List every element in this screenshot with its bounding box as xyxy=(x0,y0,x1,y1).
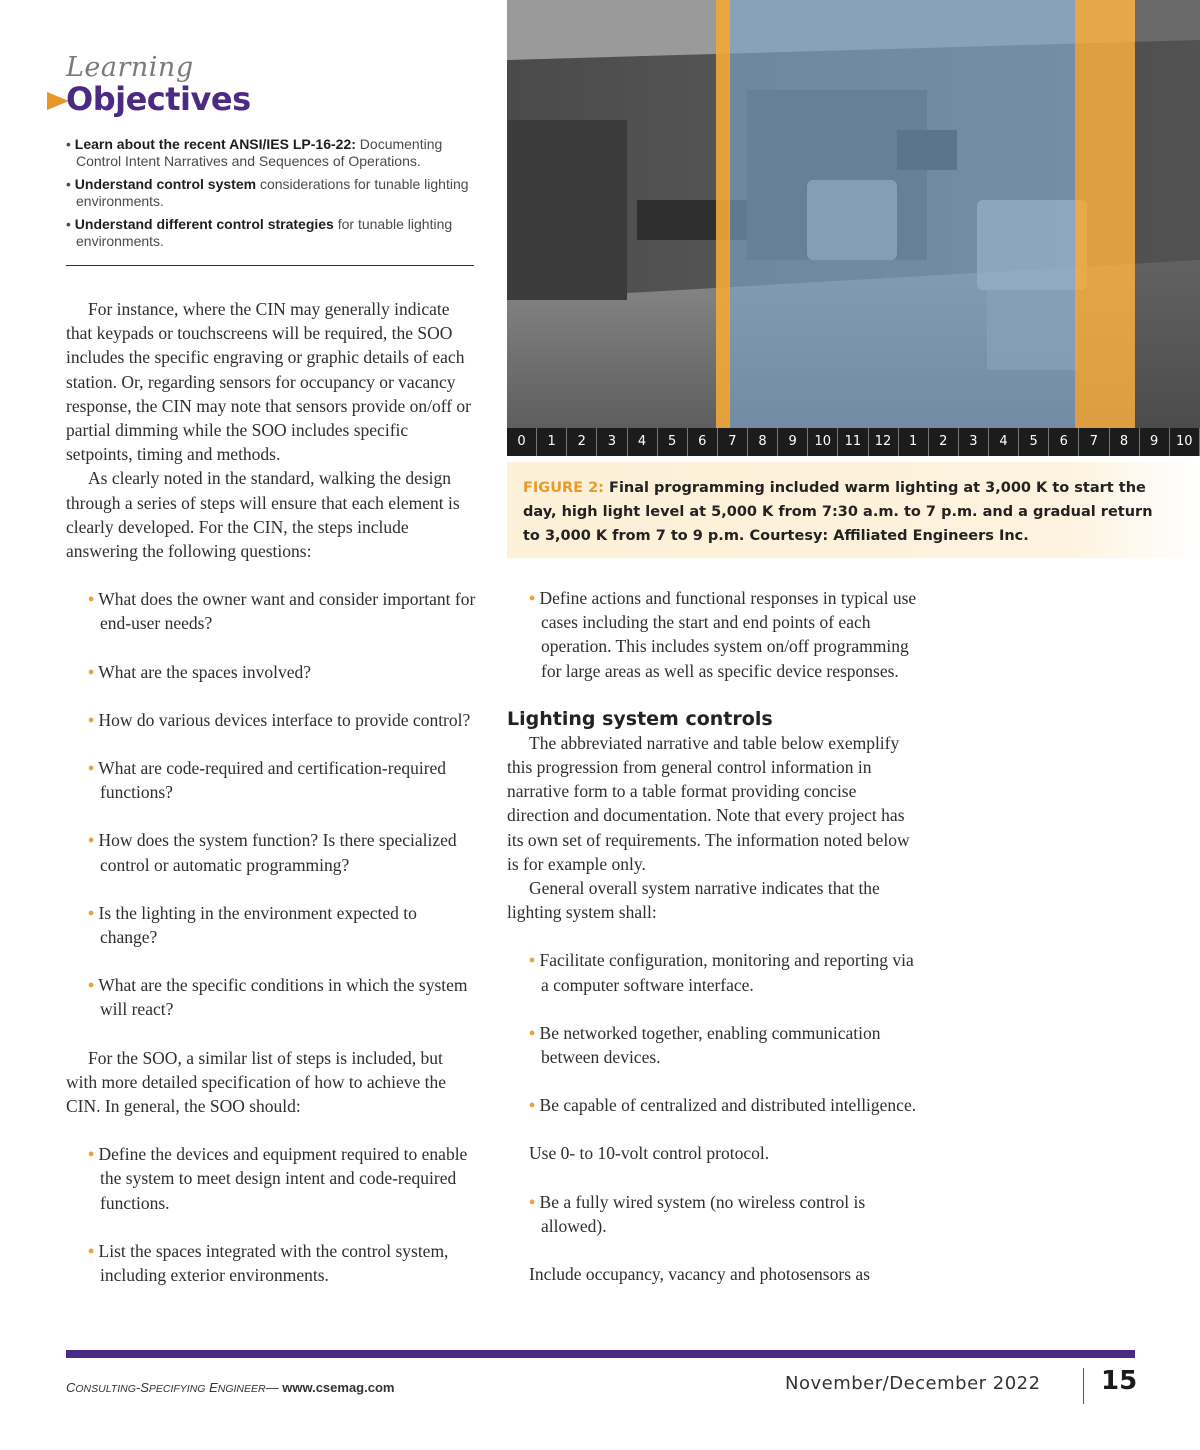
hour-tick: 8 xyxy=(1110,428,1140,456)
hour-tick: 4 xyxy=(989,428,1019,456)
objective-item: • Learn about the recent ANSI/IES LP-16-22: Documenting Control Intent Narratives and Sequences of Operations. xyxy=(66,136,443,169)
objectives-title: Objectives xyxy=(66,80,251,118)
objective-item: • Understand control system considerations for tunable lighting environments. xyxy=(66,176,469,209)
hour-timeline xyxy=(507,428,1200,456)
hour-tick: 8 xyxy=(748,428,778,456)
hour-tick: 7 xyxy=(1079,428,1109,456)
list-item: • Be networked together, enabling communication between devices. xyxy=(529,1022,881,1068)
nicu-room-illustration xyxy=(507,0,1200,428)
list-item: • Define the devices and equipment required to enable the system to meet design intent and code-required functions. xyxy=(88,1144,468,1213)
hour-tick: 4 xyxy=(628,428,658,456)
list-item: • What does the owner want and consider important for end-user needs? xyxy=(88,589,476,634)
paragraph: For instance, where the CIN may generally indicate that keypads or touchscreens will be required, the SOO includes the specific engraving or graphic details of each station. Or, regarding sensors for occupancy or vacancy response, the CIN may note that sensors provide on/off or partial dimming while the SOO includes specific setpoints, timing and methods. xyxy=(66,299,472,465)
list-item: • How do various devices interface to provide control? xyxy=(88,709,471,730)
paragraph: Use 0- to 10-volt control protocol. xyxy=(529,1143,770,1164)
hour-tick: 7 xyxy=(718,428,748,456)
issue-date: November/December 2022 xyxy=(785,1373,1041,1394)
hour-tick: 1 xyxy=(899,428,929,456)
hour-tick: 0 xyxy=(507,428,537,456)
left-column xyxy=(66,297,476,1287)
hour-tick: 2 xyxy=(567,428,597,456)
hour-tick: 6 xyxy=(1049,428,1079,456)
list-item: • Define actions and functional responses in typical use cases including the start and end points of each operation. This includes system on/off programming for large areas as well as specific device responses. xyxy=(529,588,917,681)
list-item: • Be a fully wired system (no wireless control is allowed). xyxy=(529,1191,866,1236)
list-item: • What are the specific conditions in which the system will react? xyxy=(88,975,468,1020)
hour-tick: 2 xyxy=(929,428,959,456)
divider xyxy=(66,265,474,266)
learning-title: Learning xyxy=(66,52,194,83)
footer-separator xyxy=(1083,1368,1084,1404)
paragraph: As clearly noted in the standard, walking the design through a series of steps will ensure that each element is clearly developed. For the CIN, the steps include answering the following questions: xyxy=(66,468,460,562)
hour-tick: 3 xyxy=(597,428,627,456)
list-item: • Facilitate configuration, monitoring and reporting via a computer software interface. xyxy=(529,950,914,995)
list-item: • Is the lighting in the environment expected to change? xyxy=(88,902,417,948)
hour-tick: 1 xyxy=(537,428,567,456)
hour-tick: 11 xyxy=(838,428,868,456)
section-heading: Lighting system controls xyxy=(507,707,773,730)
hour-tick: 3 xyxy=(959,428,989,456)
hour-tick: 6 xyxy=(688,428,718,456)
paragraph: General overall system narrative indicates that the lighting system shall: xyxy=(507,878,880,923)
hour-tick: 5 xyxy=(658,428,688,456)
footer-bar xyxy=(66,1350,1135,1358)
learning-objectives-list xyxy=(66,136,476,256)
figure-label: FIGURE 2: xyxy=(523,480,604,496)
right-column xyxy=(507,586,922,1286)
hour-tick: 9 xyxy=(778,428,808,456)
list-item: • List the spaces integrated with the control system, including exterior environments. xyxy=(88,1240,449,1286)
footer-url[interactable]: www.csemag.com xyxy=(282,1380,395,1395)
hour-tick: 10 xyxy=(1170,428,1200,456)
hour-tick: 5 xyxy=(1019,428,1049,456)
paragraph: The abbreviated narrative and table below exemplify this progression from general control information in narrative form to a table format providing concise direction and documentation. Note that every project has its own set of requirements. The information noted below is for example only. xyxy=(507,732,910,874)
hour-tick: 10 xyxy=(808,428,838,456)
hour-tick: 9 xyxy=(1140,428,1170,456)
list-item: • What are code-required and certification-required functions? xyxy=(88,758,447,803)
hour-tick: 12 xyxy=(869,428,899,456)
paragraph: For the SOO, a similar list of steps is included, but with more detailed specification of how to achieve the CIN. In general, the SOO should: xyxy=(66,1047,447,1117)
figure-photo xyxy=(507,0,1200,428)
objective-item: • Understand different control strategies for tunable lighting environments. xyxy=(66,216,453,249)
list-item: • Be capable of centralized and distributed intelligence. xyxy=(529,1095,917,1116)
figure-caption: FIGURE 2: Final programming included warm lighting at 3,000 K to start the day, high light level at 5,000 K from 7:30 a.m. to 7 p.m. and a gradual return to 3,000 K from 7 to 9 p.m. Courtesy: Affiliated Engineers Inc. xyxy=(523,480,1153,544)
paragraph: Include occupancy, vacancy and photosensors as xyxy=(529,1264,870,1285)
page-number: 15 xyxy=(1101,1366,1138,1396)
list-item: • What are the spaces involved? xyxy=(88,661,312,682)
footer-masthead: CONSULTING-SPECIFYING ENGINEER— www.csemag.com xyxy=(66,1380,395,1395)
list-item: • How does the system function? Is there specialized control or automatic programming? xyxy=(88,830,457,875)
